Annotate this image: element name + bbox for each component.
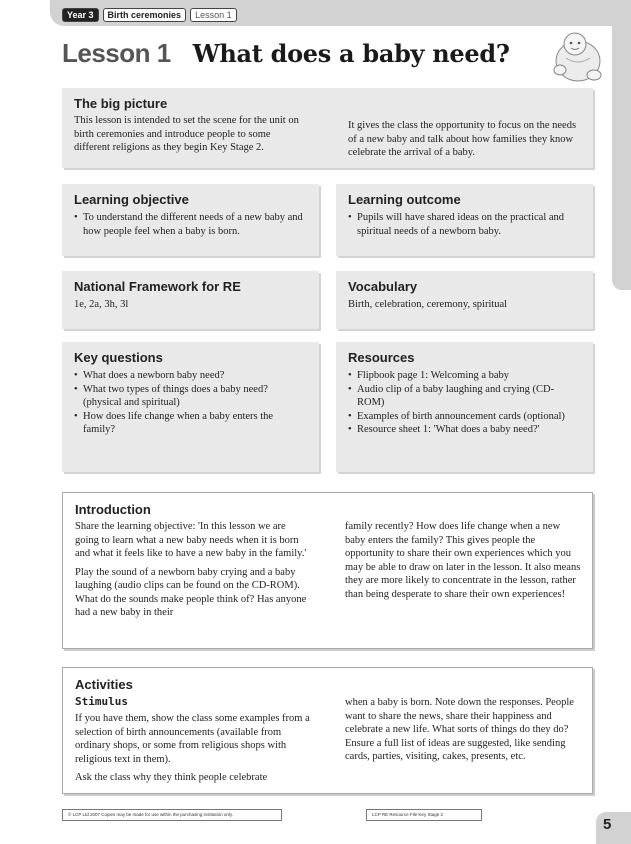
resources-box [336,342,593,472]
learning-objective-item: • To understand the different needs of a new baby and how people feel when a baby is born. [74,211,306,238]
learning-outcome-box [336,184,593,256]
activities-box [62,667,593,794]
learning-objective-heading: Learning objective [74,192,189,207]
learning-objective-box [62,184,319,256]
copyright-notice: © LCP Ltd 2007 Copies may be made for use within the purchasing institution only. [62,809,282,821]
big-picture-right: It gives the class the opportunity to focus on the needs of a new baby and talk about how families they know celebrate the arrival of a baby. [348,120,577,158]
key-questions-box [62,342,319,472]
framework-heading: National Framework for RE [74,279,241,294]
framework-box [62,271,319,329]
activities-paragraph: If you have them, show the class some examples from a selection of birth announcements (available from ordinary shops, or some from religious shops with religious text in them). [75,713,310,765]
key-question-item: • What two types of things does a baby need? (physical and spiritual) [74,383,296,410]
publication-notice: LCP RE Resource File Key Stage 2 [366,809,482,821]
activities-subheading: Stimulus [75,695,128,708]
big-picture-left: This lesson is intended to set the scene for the unit on birth ceremonies and introduce people to some different religions as they begin Key Stage 2. [74,115,299,153]
key-question-item: • What does a newborn baby need? [74,369,296,383]
vocabulary-box [336,271,593,329]
introduction-heading: Introduction [75,502,151,517]
resources-heading: Resources [348,350,415,365]
breadcrumb-lesson: Lesson 1 [190,8,237,22]
breadcrumb-unit: Birth ceremonies [103,8,187,22]
framework-text: 1e, 2a, 3h, 3l [74,299,129,310]
page-number-tab [596,812,631,844]
big-picture-heading: The big picture [74,96,168,111]
vocabulary-heading: Vocabulary [348,279,418,294]
side-band [612,0,631,290]
key-questions-heading: Key questions [74,350,163,365]
baby-illustration [548,28,608,88]
lesson-number: Lesson 1 [62,38,171,68]
key-question-item: • How does life change when a baby enters the family? [74,410,296,437]
introduction-box [62,492,593,649]
activities-heading: Activities [75,677,133,692]
page-number: 5 [603,816,612,833]
learning-outcome-heading: Learning outcome [348,192,461,207]
resource-item: • Resource sheet 1: 'What does a baby need?' [348,423,576,437]
activities-paragraph: when a baby is born. Note down the responses. People want to share the news, share their happiness and celebrate a new life. What sorts of things do they do? Ensure a full list of ideas are suggested, like sending cards, parties, visiting, cakes, presents, etc. [345,697,574,762]
lesson-title: What does a baby need? [192,39,510,68]
resource-item: • Audio clip of a baby laughing and crying (CD-ROM) [348,383,576,410]
vocabulary-text: Birth, celebration, ceremony, spiritual [348,299,508,310]
big-picture-box [62,88,593,168]
learning-outcome-item: • Pupils will have shared ideas on the practical and spiritual needs of a newborn baby. [348,211,586,238]
breadcrumb-year: Year 3 [62,8,99,22]
introduction-paragraph: Share the learning objective: 'In this lesson we are going to learn what a new baby needs when it is born and what it feels like to have a new baby in the family.' [75,521,307,559]
introduction-paragraph: Play the sound of a newborn baby crying and a baby laughing (audio clips can be found on the CD-ROM). What do the sounds make people think of? Has anyone had a new baby in their [75,566,307,618]
page-title [62,38,510,69]
resource-item: • Flipbook page 1: Welcoming a baby [348,369,576,383]
breadcrumb [62,8,237,22]
introduction-paragraph: family recently? How does life change when a new baby enters the family? This gives people the opportunity to share their own experiences which you may be able to draw on later in the lesson. It also means they are more likely to concentrate in the lesson, rather than being desperate to share their own experiences! [345,521,581,600]
activities-paragraph: Ask the class why they think people celebrate [75,772,268,783]
resource-item: • Examples of birth announcement cards (optional) [348,410,576,424]
